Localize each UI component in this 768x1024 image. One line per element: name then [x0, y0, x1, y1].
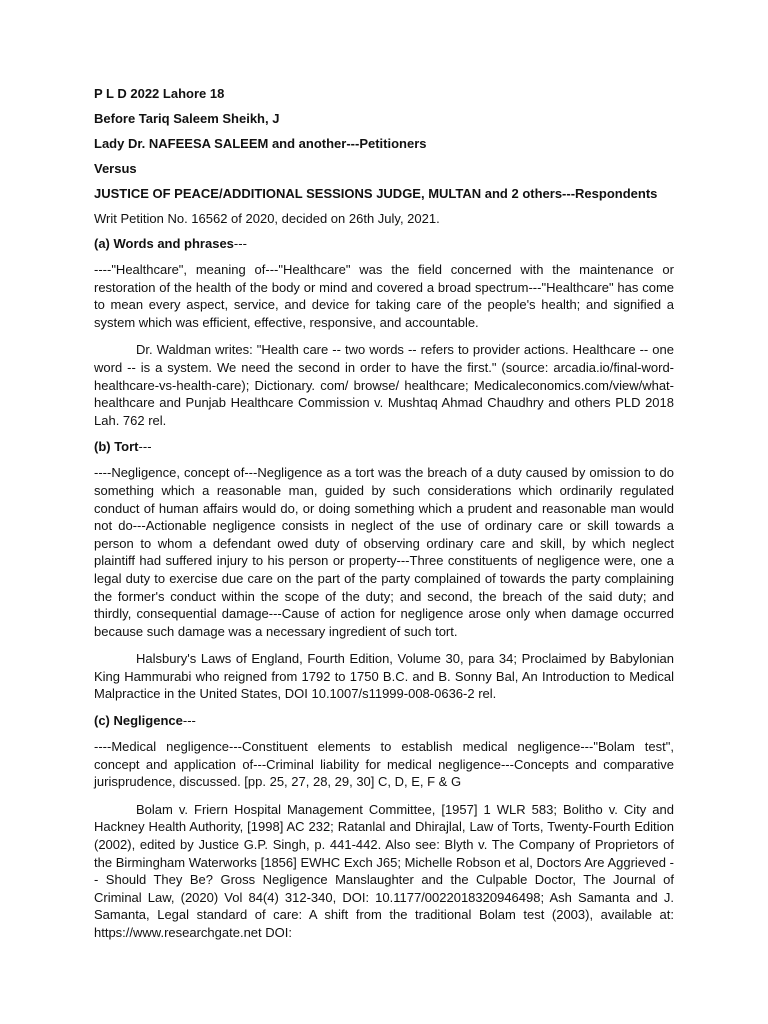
paragraph: ----Medical negligence---Constituent elements to establish medical negligence---"Bolam test", concept and application of---Criminal liability for medical negligence---Concepts and comparative jurisprudence, discussed. [pp. 25, 27, 28, 29, 30] C, D, E, F & G — [94, 739, 674, 790]
bench: Before Tariq Saleem Sheikh, J — [94, 111, 280, 126]
versus: Versus — [94, 161, 137, 176]
paragraph: ----"Healthcare", meaning of---"Healthcare" was the field concerned with the maintenance or restoration of the health of the body or mind and covered a broad spectrum---"Healthcare" has come to mean every aspect, service, and device for taking care of the people's health; and signified a system which was efficient, effective, responsive, and accountable. — [94, 262, 674, 330]
section-heading-negligence: (c) Negligence--- — [94, 713, 196, 729]
petitioners: Lady Dr. NAFEESA SALEEM and another---Petitioners — [94, 136, 427, 151]
respondents: JUSTICE OF PEACE/ADDITIONAL SESSIONS JUDGE, MULTAN and 2 others---Respondents — [94, 186, 658, 201]
section-heading-words-phrases: (a) Words and phrases--- — [94, 236, 247, 251]
paragraph: ----Negligence, concept of---Negligence as a tort was the breach of a duty caused by omission to do something which a reasonable man, guided by such considerations which ordinarily regulated conduct of human affairs would do, or doing something which a prudent and reasonable man would not do---Actionable negligence consists in neglect of the use of ordinary care or skill towards a person to whom a defendant owed duty of observing ordinary care and skill, by which neglect plaintiff had suffered injury to his person or property---Three constituents of negligence were, one a legal duty to exercise due care on the part of the party complained of towards the party complaining the former's conduct within the scope of the duty; and second, the breach of the said duty; and thirdly, consequential damage---Cause of action for negligence arose only when damage occurred because such damage was a necessary ingredient of such tort. — [94, 465, 674, 639]
citation: P L D 2022 Lahore 18 — [94, 86, 225, 101]
paragraph: Halsbury's Laws of England, Fourth Edition, Volume 30, para 34; Proclaimed by Babylonian King Hammurabi who reigned from 1792 to 1750 B.C. and B. Sonny Bal, An Introduction to Medical Malpractice in the United States, DOI 10.1007/s11999-008-0636-2 rel. — [94, 651, 674, 702]
petition-details: Writ Petition No. 16562 of 2020, decided on 26th July, 2021. — [94, 211, 440, 226]
paragraph: Dr. Waldman writes: "Health care -- two words -- refers to provider actions. Healthcare -- one word -- is a system. We need the second in order to have the first." (source: arcadia.io/final-word-healthcare-vs-health-care); Dictionary. com/ browse/ healthcare; Medicaleconomics.com/view/what-healthcare and Punjab Healthcare Commission v. Mushtaq Ahmad Chaudhry and others PLD 2018 Lah. 762 rel. — [94, 342, 674, 428]
paragraph: Bolam v. Friern Hospital Management Committee, [1957] 1 WLR 583; Bolitho v. City and Hackney Health Authority, [1998] AC 232; Ratanlal and Dhirajlal, Law of Torts, Twenty-Fourth Edition (2002), edited by Justice G.P. Singh, p. 441-442. Also see: Blyth v. The Company of Proprietors of the Birmingham Waterworks [1856] EWHC Exch J65; Michelle Robson et al, Doctors Are Aggrieved -- Should They Be? Gross Negligence Manslaughter and the Culpable Doctor, The Journal of Criminal Law, (2020) Vol 84(4) 312-340, DOI: 10.1177/0022018320946498; Ash Samanta and J. Samanta, Legal standard of care: A shift from the traditional Bolam test (2003), available at: https://www.researchgate.net DOI: — [94, 801, 674, 940]
section-heading-tort: (b) Tort--- — [94, 439, 152, 455]
